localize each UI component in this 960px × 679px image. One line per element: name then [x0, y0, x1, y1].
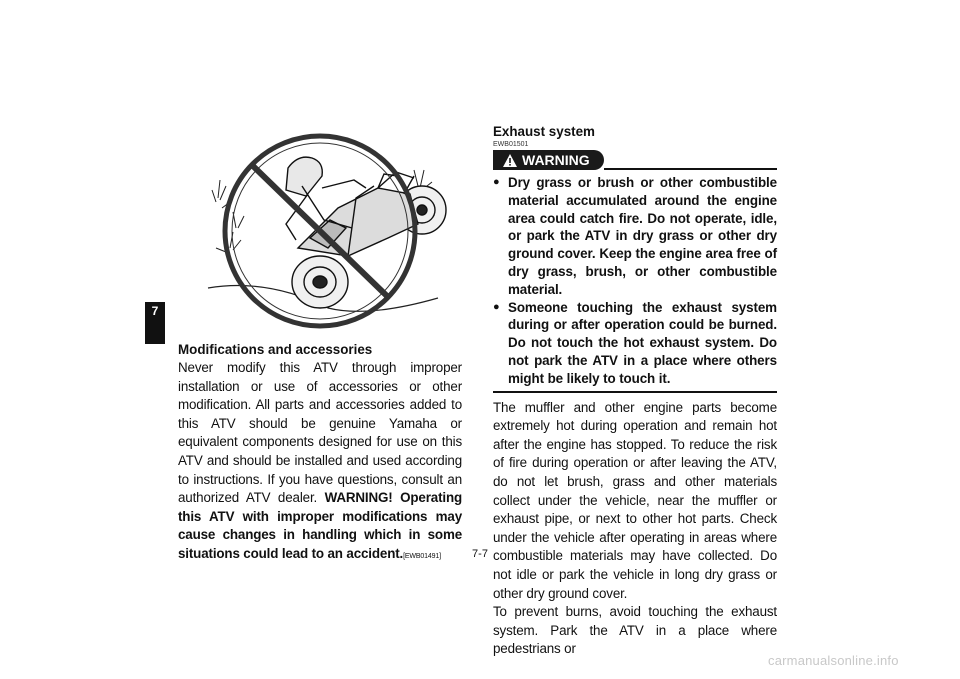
modifications-section	[178, 341, 462, 567]
atv-prohibited-illustration	[178, 128, 462, 334]
exhaust-code: EWB01501	[493, 141, 529, 148]
modifications-warning: WARNING! Operating this ATV with improper modifications may cause changes in handling which in some situations could lead to an accident.	[178, 490, 463, 561]
section-title-exhaust: Exhaust system	[493, 124, 595, 139]
warning-end-rule	[493, 391, 777, 393]
warning-item-text: Dry grass or brush or other combustible material accumulated around the engine area could catch fire. Do not operate, idle, or park the ATV in dry grass or other dry ground cover. Keep the engine area free of dry grass, brush, or other combustible material.	[508, 175, 777, 297]
warning-badge	[493, 150, 604, 170]
exhaust-body-2: To prevent burns, avoid touching the exhaust system. Park the ATV in a place where pedestrians or	[493, 604, 777, 657]
warning-item-grass	[493, 174, 777, 299]
warning-item-burn	[493, 299, 777, 388]
exhaust-warning-list	[493, 174, 777, 388]
exhaust-section	[493, 123, 777, 659]
warning-header	[493, 150, 777, 170]
modifications-paragraph: Never modify this ATV through improper installation or use of accessories or other modification. All parts and accessories added to this ATV should be genuine Yamaha or equivalent components designed for use on this ATV and should be installed and used according to instructions. If you have questions, consult an authorized ATV dealer.	[178, 360, 462, 506]
warning-triangle-icon	[503, 154, 517, 167]
warning-item-text: Someone touching the exhaust system during or after operation could be burned. Do not touch the hot exhaust system. Do not park the ATV in a place where others might be likely to touch it.	[508, 299, 777, 386]
section-title-modifications: Modifications and accessories	[178, 342, 373, 357]
bullet-icon: ●	[493, 300, 500, 313]
bullet-icon: ●	[493, 176, 500, 188]
exhaust-body-1: The muffler and other engine parts become extremely hot during operation and remain hot after the engine has stopped. To reduce the risk of fire during operation or after leaving the ATV, do not let brush, grass and other materials collect under the vehicle, near the muffler or exhaust pipe, or next to other hot parts. Check under the vehicle after operating in areas where combustible materials may have collected. Do not idle or park the vehicle in long dry grass or other dry ground cover.	[493, 399, 777, 601]
warning-rule	[604, 168, 777, 170]
watermark: carmanualsonline.info	[768, 653, 899, 668]
modifications-warning-code: [EWB01491]	[403, 552, 441, 560]
modifications-body	[178, 359, 462, 567]
warning-label: WARNING	[522, 152, 590, 168]
chapter-tab	[145, 302, 165, 344]
chapter-number: 7	[151, 304, 159, 318]
page-number: 7-7	[472, 548, 488, 560]
